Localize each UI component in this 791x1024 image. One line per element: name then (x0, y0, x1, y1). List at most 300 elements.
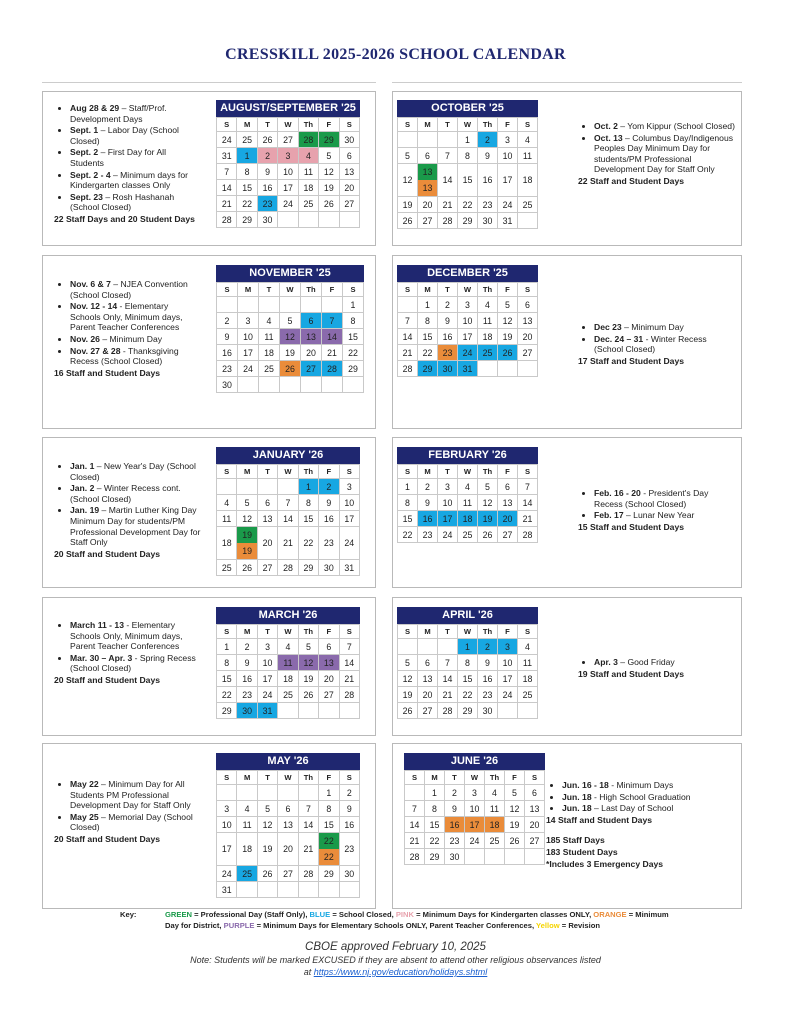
note-date: Dec 23 (594, 322, 622, 332)
day-cell: 7 (322, 313, 343, 329)
day-total: 22 Staff Days and 20 Student Days (54, 213, 195, 224)
empty-day-cell (257, 479, 277, 495)
day-cell: 5 (257, 801, 277, 817)
day-of-week-header: T (438, 118, 458, 132)
week-row (398, 329, 538, 345)
day-cell: 1 (398, 479, 418, 495)
day-of-week-header: S (217, 283, 238, 297)
week-row (217, 148, 360, 164)
day-cell: 18 (217, 527, 237, 560)
key-green-desc: = Professional Day (Staff Only), (192, 910, 310, 919)
day-cell: 28 (339, 687, 359, 703)
day-cell: 10 (438, 495, 458, 511)
day-cell: 1 (343, 297, 364, 313)
day-cell: 11 (259, 329, 280, 345)
empty-day-cell (518, 361, 538, 377)
day-cell: 2 (438, 297, 458, 313)
day-cell: 29 (217, 703, 237, 719)
day-cell: 19 (257, 833, 277, 866)
day-cell: 23 (478, 197, 498, 213)
day-total: *Includes 3 Emergency Days (546, 858, 664, 869)
note-item (594, 488, 738, 509)
day-cell: 24 (339, 527, 359, 560)
day-of-week-header: S (518, 283, 538, 297)
day-cell: 13 (525, 801, 545, 817)
note-text: – Minimum days for Kindergarten classes Only (70, 169, 188, 191)
week-row (217, 687, 360, 703)
empty-day-cell (478, 361, 498, 377)
day-cell: 28 (298, 866, 318, 882)
day-of-week-header: S (398, 118, 418, 132)
day-cell: 11 (298, 164, 318, 180)
note-item (562, 780, 736, 791)
divider (392, 82, 742, 83)
day-cell: 29 (418, 361, 438, 377)
empty-day-cell (298, 703, 318, 719)
day-cell: 8 (217, 655, 237, 671)
day-total: 14 Staff and Student Days (546, 814, 653, 825)
day-of-week-header: Th (298, 771, 318, 785)
day-cell: 23 (319, 527, 339, 560)
note-text: - President's Day Recess (School Closed) (594, 488, 709, 509)
day-cell: 28 (518, 527, 538, 543)
week-row (398, 164, 538, 197)
week-row (405, 849, 545, 865)
day-cell: 7 (339, 639, 359, 655)
notes-list (546, 780, 736, 814)
note-item (70, 346, 200, 367)
day-cell: 15 (458, 671, 478, 687)
day-cell: 27 (278, 866, 298, 882)
empty-day-cell (217, 785, 237, 801)
week-row (217, 655, 360, 671)
week-row (217, 297, 364, 313)
day-cell: 4 (298, 148, 318, 164)
day-cell: 25 (518, 687, 538, 703)
day-cell: 25 (237, 132, 257, 148)
day-of-week-header: S (398, 465, 418, 479)
calendar-may (216, 753, 360, 898)
day-cell: 9 (478, 148, 498, 164)
day-cell: 14 (438, 671, 458, 687)
empty-day-cell (322, 297, 343, 313)
day-of-week-header: S (525, 771, 545, 785)
month-grid (216, 117, 360, 228)
day-cell: 12 (280, 329, 301, 345)
note-date: Oct. 13 (594, 132, 623, 143)
day-cell: 27 (278, 132, 298, 148)
note-date: Mar. 30 – Apr. 3 (70, 652, 133, 663)
week-row (217, 671, 360, 687)
day-cell: 22 (458, 197, 478, 213)
day-total: 19 Staff and Student Days (578, 668, 685, 679)
day-cell: 12 (505, 801, 525, 817)
day-cell: 17 (465, 817, 485, 833)
week-row (398, 527, 538, 543)
day-cell: 24 (498, 687, 518, 703)
notes-jun (546, 780, 736, 869)
day-cell: 28 (438, 213, 458, 229)
day-cell: 21 (278, 527, 298, 560)
day-cell: 13 (301, 329, 322, 345)
day-cell: 8 (343, 313, 364, 329)
day-cell: 21 (518, 511, 538, 527)
empty-day-cell (518, 213, 538, 229)
day-cell: 30 (478, 213, 498, 229)
day-cell: 31 (458, 361, 478, 377)
day-of-week-header: W (278, 771, 298, 785)
key-purple: PURPLE (223, 921, 255, 930)
day-cell: 12 (398, 671, 418, 687)
note-text: – Good Friday (617, 657, 675, 667)
day-of-week-header: Th (478, 283, 498, 297)
day-cell: 3 (498, 639, 518, 655)
month-title: JANUARY '26 (216, 447, 360, 464)
day-of-week-header: T (257, 465, 277, 479)
day-cell: 6 (525, 785, 545, 801)
day-of-week-header: T (438, 283, 458, 297)
week-row (217, 479, 360, 495)
day-cell: 18 (485, 817, 505, 833)
day-cell: 18 (259, 345, 280, 361)
empty-day-cell (343, 377, 364, 393)
day-of-week-header: M (238, 283, 259, 297)
day-cell: 7 (518, 479, 538, 495)
day-cell: 18 (278, 671, 298, 687)
day-of-week-header: F (498, 625, 518, 639)
day-cell: 29 (298, 560, 318, 576)
day-cell: 6 (418, 148, 438, 164)
day-of-week-header: T (257, 625, 277, 639)
empty-day-cell (398, 297, 418, 313)
day-cell: 17 (217, 833, 237, 866)
key-yellow: Yellow (536, 921, 560, 930)
day-cell-bottom: 22 (319, 849, 338, 865)
day-cell: 16 (478, 164, 498, 197)
day-of-week-header: S (518, 625, 538, 639)
calendar-jun (404, 753, 545, 865)
day-cell-top: 13 (418, 164, 437, 180)
day-cell: 29 (237, 212, 257, 228)
day-cell: 8 (298, 495, 318, 511)
day-cell: 10 (465, 801, 485, 817)
day-cell: 18 (518, 671, 538, 687)
note-text: – Memorial Day (School Closed) (70, 811, 193, 833)
day-of-week-header: S (217, 625, 237, 639)
day-of-week-header: Th (298, 118, 318, 132)
day-cell: 14 (398, 329, 418, 345)
empty-day-cell (322, 377, 343, 393)
day-cell: 17 (438, 511, 458, 527)
week-row (398, 132, 538, 148)
day-cell: 20 (498, 511, 518, 527)
day-cell: 19 (280, 345, 301, 361)
day-of-week-header: W (458, 625, 478, 639)
day-cell (418, 164, 438, 197)
note-text: – Yom Kippur (School Closed) (617, 121, 735, 131)
day-cell: 15 (298, 511, 318, 527)
day-cell: 19 (498, 329, 518, 345)
note-text: – Minimum Day for All Students PM Professional Development Day for Staff Only (70, 779, 191, 811)
day-cell: 1 (458, 132, 478, 148)
day-cell: 1 (319, 785, 339, 801)
notes-feb (578, 488, 738, 532)
day-of-week-header: M (237, 465, 257, 479)
week-row (217, 801, 360, 817)
day-cell: 9 (418, 495, 438, 511)
day-cell: 22 (217, 687, 237, 703)
month-grid (404, 770, 545, 865)
day-cell: 19 (298, 671, 318, 687)
day-of-week-header: S (405, 771, 425, 785)
day-cell-bottom: 13 (418, 180, 437, 196)
day-cell: 27 (418, 703, 438, 719)
day-total: 15 Staff and Student Days (578, 521, 685, 532)
day-cell (237, 527, 257, 560)
month-title: MAY '26 (216, 753, 360, 770)
day-cell: 10 (278, 164, 298, 180)
key-green: GREEN (165, 910, 193, 919)
day-of-week-header: W (458, 283, 478, 297)
month-title: AUGUST/SEPTEMBER '25 (216, 100, 360, 117)
week-row (405, 785, 545, 801)
week-row (405, 833, 545, 849)
note-text: – NJEA Convention (School Closed) (70, 279, 188, 300)
day-cell: 11 (478, 313, 498, 329)
day-of-week-header: M (418, 118, 438, 132)
day-of-week-header: T (257, 118, 277, 132)
day-of-week-header: S (339, 771, 359, 785)
day-cell: 21 (298, 833, 318, 866)
day-of-week-header: F (498, 118, 518, 132)
week-row (217, 196, 360, 212)
empty-day-cell (217, 297, 238, 313)
day-total: 185 Staff Days (546, 835, 605, 846)
day-of-week-header: M (237, 118, 257, 132)
empty-day-cell (298, 785, 318, 801)
note-item (70, 505, 204, 547)
calendar-dec (397, 265, 538, 377)
day-cell: 17 (339, 511, 359, 527)
day-of-week-header: T (257, 771, 277, 785)
notes-list (578, 488, 738, 521)
day-cell: 30 (445, 849, 465, 865)
empty-day-cell (257, 882, 277, 898)
day-cell: 5 (478, 479, 498, 495)
day-cell: 4 (478, 297, 498, 313)
day-cell: 10 (339, 495, 359, 511)
empty-day-cell (319, 703, 339, 719)
notes-list (54, 103, 200, 213)
day-of-week-header: T (259, 283, 280, 297)
day-of-week-header: S (398, 283, 418, 297)
day-cell: 8 (319, 801, 339, 817)
day-cell: 2 (445, 785, 465, 801)
day-cell: 25 (259, 361, 280, 377)
empty-day-cell (319, 882, 339, 898)
day-cell: 23 (217, 361, 238, 377)
week-row (405, 801, 545, 817)
day-cell: 23 (237, 687, 257, 703)
note-date: Nov. 6 & 7 (70, 279, 111, 289)
day-of-week-header: S (339, 465, 359, 479)
calendar-apr (397, 607, 538, 719)
day-cell: 6 (257, 495, 277, 511)
day-of-week-header: W (278, 625, 298, 639)
day-cell: 2 (478, 132, 498, 148)
approval-text: CBOE approved February 10, 2025 (305, 941, 486, 953)
note-text: - Winter Recess (School Closed) (594, 333, 707, 355)
calendar-mar (216, 607, 360, 719)
day-cell: 26 (257, 132, 277, 148)
day-of-week-header: Th (485, 771, 505, 785)
day-cell: 15 (237, 180, 257, 196)
day-of-week-header: Th (478, 465, 498, 479)
month-title: JUNE '26 (404, 753, 545, 770)
note-item (70, 125, 200, 146)
week-row (398, 703, 538, 719)
day-of-week-header: W (458, 118, 478, 132)
day-total: 17 Staff and Student Days (578, 355, 685, 366)
day-cell: 13 (518, 313, 538, 329)
holidays-link-line (0, 967, 791, 977)
day-cell: 11 (485, 801, 505, 817)
month-title: DECEMBER '25 (397, 265, 538, 282)
note-date: Jun. 18 (562, 803, 592, 814)
link-prefix: at (303, 967, 314, 977)
day-cell: 22 (425, 833, 445, 849)
holidays-link[interactable]: https://www.nj.gov/education/holidays.shtml (313, 967, 488, 977)
day-cell: 6 (301, 313, 322, 329)
month-title: APRIL '26 (397, 607, 538, 624)
day-cell: 22 (398, 527, 418, 543)
day-cell: 5 (498, 297, 518, 313)
note-date: Sept. 2 (70, 147, 99, 158)
day-cell: 1 (217, 639, 237, 655)
notes-dec (578, 322, 738, 366)
day-cell: 16 (339, 817, 359, 833)
day-cell: 12 (398, 164, 418, 197)
day-cell: 20 (518, 329, 538, 345)
month-title: NOVEMBER '25 (216, 265, 364, 282)
day-cell: 28 (398, 361, 418, 377)
note-date: May 25 (70, 811, 99, 822)
day-cell: 19 (319, 180, 339, 196)
day-cell (319, 833, 339, 866)
empty-day-cell (280, 297, 301, 313)
day-cell: 28 (405, 849, 425, 865)
day-of-week-header: M (237, 625, 257, 639)
empty-day-cell (525, 849, 545, 865)
notes-may (54, 779, 204, 845)
color-key (120, 909, 680, 931)
day-of-week-header: S (398, 625, 418, 639)
day-total: 183 Student Days (546, 846, 618, 857)
note-text: - High School Graduation (591, 791, 691, 802)
month-title: OCTOBER '25 (397, 100, 538, 117)
day-cell: 30 (217, 377, 238, 393)
day-of-week-header: M (418, 625, 438, 639)
day-cell: 20 (301, 345, 322, 361)
day-cell: 14 (217, 180, 237, 196)
day-cell: 15 (425, 817, 445, 833)
day-of-week-header: W (280, 283, 301, 297)
day-cell: 17 (278, 180, 298, 196)
month-grid (216, 464, 360, 576)
day-cell: 16 (445, 817, 465, 833)
day-of-week-header: T (445, 771, 465, 785)
day-of-week-header: F (319, 465, 339, 479)
day-cell: 1 (298, 479, 318, 495)
day-cell: 29 (458, 703, 478, 719)
day-cell: 1 (418, 297, 438, 313)
week-row (217, 313, 364, 329)
day-cell: 20 (418, 197, 438, 213)
day-cell: 3 (278, 148, 298, 164)
month-grid (216, 282, 364, 393)
week-row (398, 361, 538, 377)
day-cell: 4 (458, 479, 478, 495)
day-of-week-header: W (278, 118, 298, 132)
day-of-week-header: F (505, 771, 525, 785)
day-cell: 30 (257, 212, 277, 228)
day-of-week-header: M (425, 771, 445, 785)
note-item (70, 279, 200, 300)
day-cell: 25 (278, 687, 298, 703)
empty-day-cell (485, 849, 505, 865)
note-item (70, 779, 204, 811)
day-cell-bottom: 19 (237, 543, 256, 559)
day-cell: 4 (237, 801, 257, 817)
note-date: Jun. 18 (562, 791, 592, 802)
month-title: MARCH '26 (216, 607, 360, 624)
day-cell: 3 (498, 132, 518, 148)
divider (42, 82, 376, 83)
week-row (217, 180, 360, 196)
day-cell: 20 (278, 833, 298, 866)
empty-day-cell (339, 703, 359, 719)
day-cell: 7 (398, 313, 418, 329)
month-grid (216, 770, 360, 898)
key-pink: PINK (395, 910, 414, 919)
day-cell: 15 (398, 511, 418, 527)
day-of-week-header: W (278, 465, 298, 479)
note-text: - Minimum Days (608, 780, 674, 790)
note-text: – Lunar New Year (623, 510, 695, 521)
day-cell: 31 (498, 213, 518, 229)
day-cell: 10 (498, 655, 518, 671)
day-cell: 25 (518, 197, 538, 213)
week-row (398, 313, 538, 329)
day-cell: 23 (445, 833, 465, 849)
calendar-feb (397, 447, 538, 543)
day-cell: 29 (343, 361, 364, 377)
note-date: Apr. 3 (594, 657, 618, 667)
day-cell: 18 (237, 833, 257, 866)
note-date: Sept. 2 - 4 (70, 169, 111, 180)
key-blue: BLUE (309, 910, 331, 919)
week-row (217, 817, 360, 833)
day-cell: 14 (518, 495, 538, 511)
week-row (217, 785, 360, 801)
day-cell: 14 (298, 817, 318, 833)
week-row (217, 329, 364, 345)
day-cell: 8 (425, 801, 445, 817)
note-item (70, 812, 204, 833)
day-cell: 7 (405, 801, 425, 817)
empty-day-cell (257, 785, 277, 801)
month-grid (397, 117, 538, 229)
